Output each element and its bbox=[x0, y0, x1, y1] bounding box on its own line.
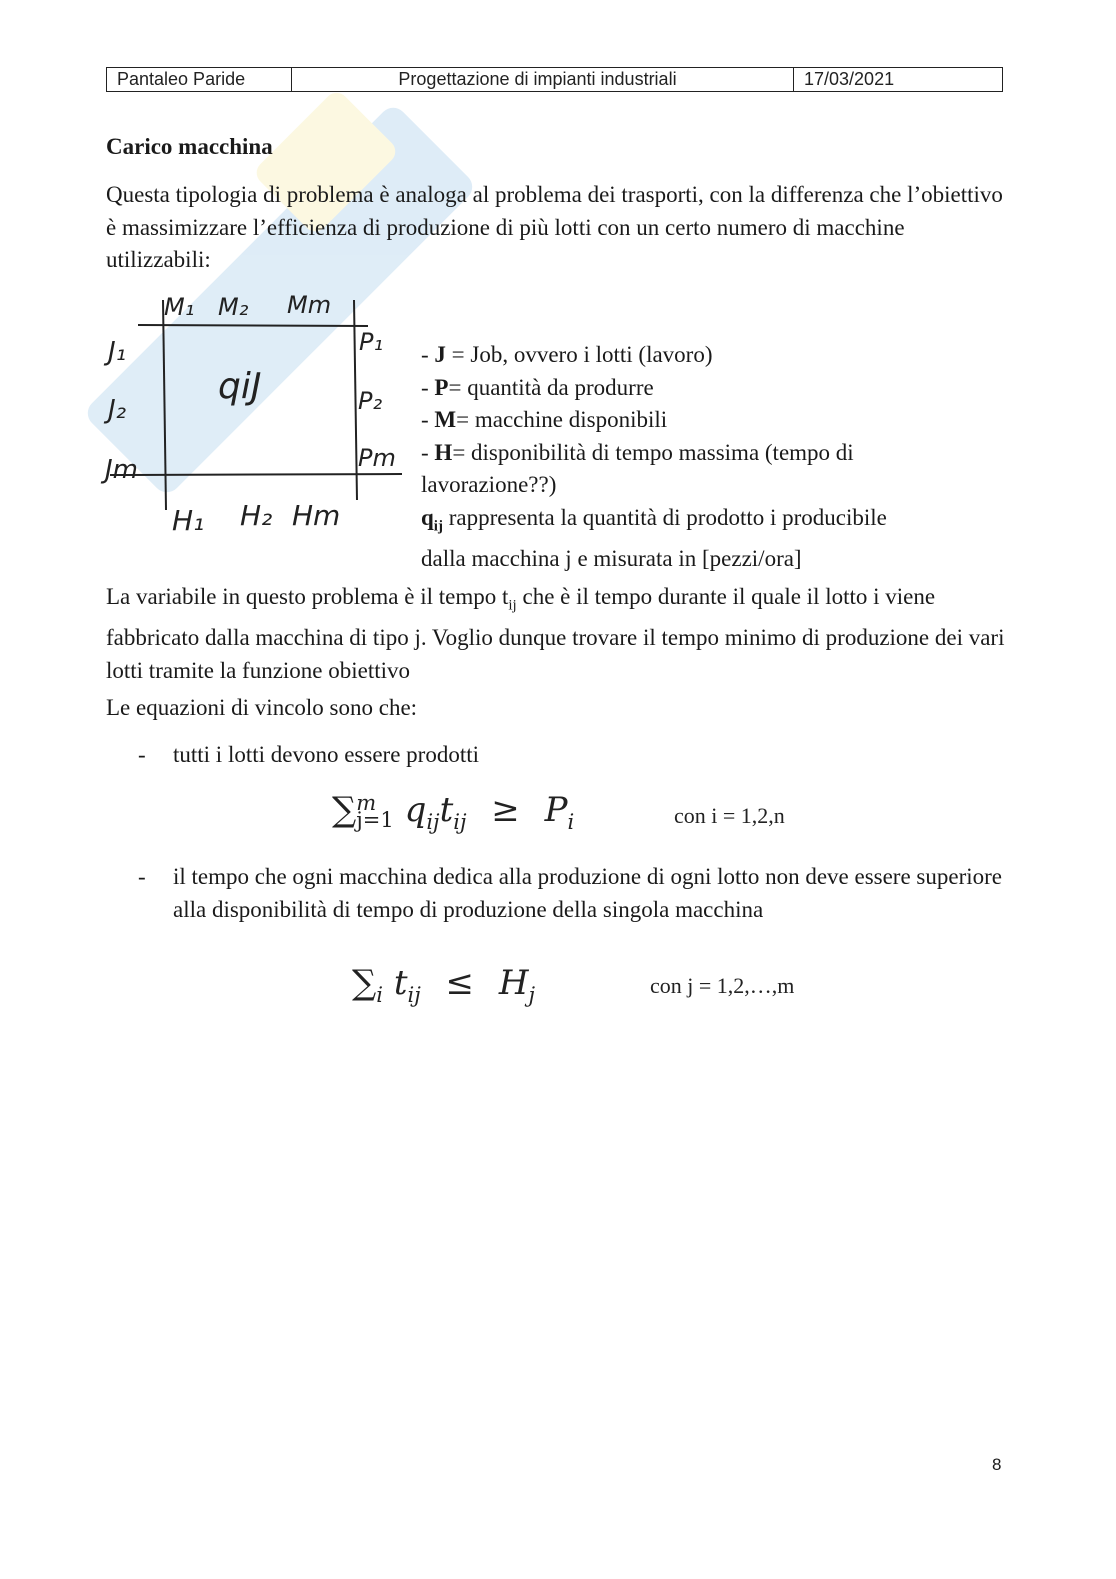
page-number: 8 bbox=[992, 1455, 1002, 1474]
sketch-left-label-3: Jm bbox=[105, 455, 138, 485]
sketch-bottom-label-2: H₂ bbox=[240, 499, 273, 532]
sketch-bottom-label-1: H₁ bbox=[172, 504, 205, 537]
legend-item-p: - P= quantità da produrre bbox=[421, 374, 654, 400]
equation-1-condition: con i = 1,2,n bbox=[674, 803, 785, 828]
list-item: - tutti i lotti devono essere prodotti bbox=[138, 742, 479, 767]
equation-time-constraint: $\sum_i$ $t_{ij} \le H_j$ bbox=[352, 963, 536, 1007]
sketch-top-label-2: M₂ bbox=[218, 293, 249, 321]
sketch-line-right bbox=[354, 300, 357, 500]
legend-item-h: - H= disponibilità di tempo massima (tempo di bbox=[421, 439, 854, 465]
sketch-right-label-2: P₂ bbox=[358, 387, 383, 415]
sketch-left-label-2: J₂ bbox=[108, 395, 127, 425]
sketch-line-top bbox=[138, 325, 368, 326]
header-author: Pantaleo Paride bbox=[107, 68, 292, 91]
constraints-intro: Le equazioni di vincolo sono che: bbox=[106, 695, 418, 720]
sketch-left-label-1: J₁ bbox=[108, 337, 127, 367]
legend-item-q-continued: dalla macchina j e misurata in [pezzi/ora] bbox=[421, 545, 802, 571]
legend-item-m: - M= macchine disponibili bbox=[421, 407, 668, 432]
sketch-line-bottom bbox=[110, 474, 402, 475]
variable-paragraph: La variabile in questo problema è il tempo $t_{ij}$ che è il tempo durante il quale il lotto i viene fabbricato dalla macchina di tipo j. Voglio dunque trovare il tempo minimo di produzione dei vari lotti tramite la funzione obiettivo bbox=[106, 584, 1005, 683]
header-date: 17/03/2021 bbox=[804, 69, 895, 89]
sketch-bottom-label-3: Hm bbox=[292, 499, 341, 532]
header-table bbox=[106, 67, 1003, 92]
equation-2-condition: con j = 1,2,…,m bbox=[650, 973, 795, 998]
sketch-right-label-1: P₁ bbox=[359, 328, 384, 356]
sketch-line-left bbox=[163, 300, 166, 510]
legend-item-h-continued: lavorazione??) bbox=[421, 472, 557, 497]
list-item: - il tempo che ogni macchina dedica alla produzione di ogni lotto non deve essere superiore alla disponibilità di tempo di produzione della singola macchina bbox=[138, 864, 1002, 922]
sketch-right-label-3: Pm bbox=[358, 444, 396, 472]
sketch-center-label: qiJ bbox=[218, 366, 262, 407]
section-title: Carico macchina bbox=[106, 134, 273, 159]
legend-item-q: $q_{ij}$ rappresenta la quantità di prodotto i producibile bbox=[421, 504, 887, 535]
intro-paragraph: Questa tipologia di problema è analoga al problema dei trasporti, con la differenza che l’obiettivo è massimizzare l’efficienza di produzione di più lotti con un certo numero di macchine utilizzabili: bbox=[106, 182, 1003, 272]
sketch-top-label-1: M₁ bbox=[164, 293, 195, 321]
header-course: Progettazione di impianti industriali bbox=[292, 68, 794, 91]
equation-production-constraint: ∑ m j=1 $q_{ij}t_{ij} \ge P_i$ bbox=[332, 790, 575, 834]
legend bbox=[421, 339, 1011, 575]
sketch-top-label-3: Mm bbox=[287, 291, 332, 319]
legend-item-j: - J = Job, ovvero i lotti (lavoro) bbox=[421, 342, 713, 367]
hand-drawn-matrix-sketch bbox=[100, 288, 410, 553]
